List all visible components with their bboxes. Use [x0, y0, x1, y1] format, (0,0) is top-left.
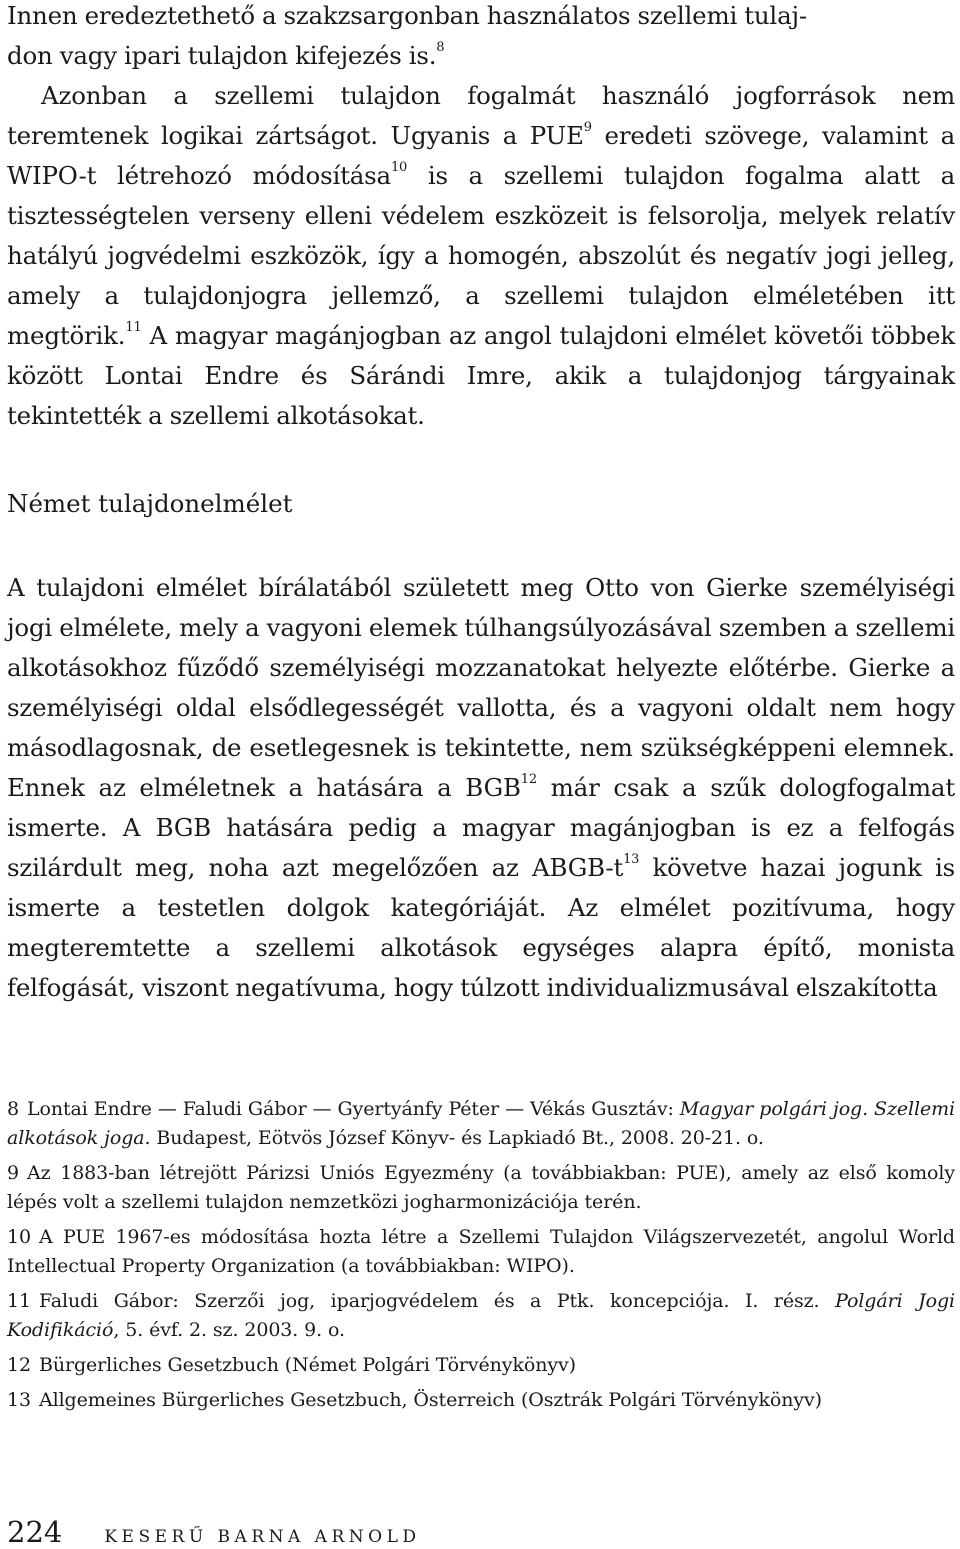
main-text: [7, 0, 955, 436]
footnote-11-title: Polgári Jogi Kodifikáció: [7, 1290, 955, 1341]
section-heading: Német tulajdonelmélet: [7, 489, 293, 518]
footnote-12-number: 12: [7, 1354, 31, 1376]
paragraph-2: [7, 76, 955, 436]
footnote-11-text-pre: Faludi Gábor: Szerzői jog, iparjogvédelem és a Ptk. koncepciója. I. rész.: [38, 1290, 836, 1312]
footnote-8-number: 8: [7, 1098, 19, 1120]
footnotes: [7, 1095, 955, 1415]
paragraph-1-line-2: don vagy ipari tulajdon kifejezés is.: [7, 41, 437, 70]
paragraph-2-part-2: eredeti szövege, valamint a WIPO-t létrehozó módosítása: [7, 121, 955, 190]
paragraph-3-part-2: már csak a szűk dologfogalmat ismerte. A BGB hatására pedig a magyar magánjogban is ez a felfogás szilárdult meg, noha azt megelőzően az ABGB-t: [7, 773, 955, 882]
footnote-ref-13[interactable]: 13: [623, 851, 640, 867]
footnote-9-text: Az 1883-ban létrejött Párizsi Uniós Egyezmény (a továbbiakban: PUE), amely az első komoly lépés volt a szellemi tulajdon nemzetközi jogharmonizációja terén.: [7, 1162, 955, 1213]
footnote-13-text: Allgemeines Bürgerliches Gesetzbuch, Österreich (Osztrák Polgári Törvénykönyv): [38, 1389, 822, 1411]
footnote-12-text: Bürgerliches Gesetzbuch (Német Polgári Törvénykönyv): [38, 1354, 576, 1376]
paragraph-1-line-1: Innen eredeztethető a szakzsargonban használatos szellemi tulaj-: [7, 1, 807, 30]
footnote-10: [7, 1223, 955, 1281]
footnote-12: [7, 1351, 955, 1380]
running-author: KESERŰ BARNA ARNOLD: [104, 1527, 421, 1547]
footnote-10-text: A PUE 1967-es módosítása hozta létre a Szellemi Tulajdon Világszervezetét, angolul World Intellectual Property Organization (a továbbiakban: WIPO).: [7, 1226, 955, 1277]
paragraph-1: [7, 0, 955, 76]
footnote-11-text-post: , 5. évf. 2. sz. 2003. 9. o.: [113, 1319, 345, 1341]
page-footer: [7, 1515, 421, 1549]
footnote-11: [7, 1287, 955, 1345]
footnote-9: [7, 1159, 955, 1217]
footnote-13-number: 13: [7, 1389, 31, 1411]
paragraph-3-part-3: követve hazai jogunk is ismerte a testetlen dolgok kategóriáját. Az elmélet pozitívuma, hogy megteremtette a szellemi alkotások egységes alapra építő, monista felfogását, viszont negatívuma, hogy túlzott individualizmusával elszakította: [7, 853, 955, 1002]
footnote-ref-12[interactable]: 12: [520, 771, 537, 787]
footnote-8-title: Magyar polgári jog. Szellemi alkotások joga: [7, 1098, 955, 1149]
paragraph-2-part-1: Azonban a szellemi tulajdon fogalmát használó jogforrások nem teremtenek logikai zártságot. Ugyanis a PUE: [7, 81, 955, 150]
footnote-ref-8[interactable]: 8: [436, 39, 445, 55]
paragraph-3-part-1: A tulajdoni elmélet bírálatából született meg Otto von Gierke személyiségi jogi elmélete, mely a vagyoni elemek túlhangsúlyozásával szemben a szellemi alkotásokhoz fűződő személyiségi mozzanatokat helyezte előtérbe. Gierke a személyiségi oldal elsődlegességét vallotta, és a vagyoni oldalt nem hogy másodlagosnak, de esetlegesnek is tekintette, nem szükségképpeni elemnek. Ennek az elméletnek a hatására a BGB: [7, 573, 955, 802]
footnote-ref-11[interactable]: 11: [125, 319, 142, 335]
footnote-8-text-pre: Lontai Endre — Faludi Gábor — Gyertyánfy Péter — Vékás Gusztáv:: [27, 1098, 680, 1120]
footnote-8: [7, 1095, 955, 1153]
paragraph-2-part-4: A magyar magánjogban az angol tulajdoni elmélet követői többek között Lontai Endre és Sárándi Imre, akik a tulajdonjog tárgyainak tekintették a szellemi alkotásokat.: [7, 321, 955, 430]
paragraph-2-part-3: is a szellemi tulajdon fogalma alatt a tisztességtelen verseny elleni védelem eszközeit is felsorolja, melyek relatív hatályú jogvédelmi eszközök, így a homogén, abszolút és negatív jogi jelleg, amely a tulajdonjogra jellemző, a szellemi tulajdon elméletében itt megtörik.: [7, 161, 955, 350]
footnote-9-number: 9: [7, 1162, 19, 1184]
paragraph-3: [7, 568, 955, 1008]
footnote-13: [7, 1386, 955, 1415]
footnote-ref-9[interactable]: 9: [583, 119, 592, 135]
page-number: 224: [7, 1515, 63, 1549]
footnote-ref-10[interactable]: 10: [390, 159, 408, 175]
footnote-8-text-post: . Budapest, Eötvös József Könyv- és Lapkiadó Bt., 2008. 20-21. o.: [144, 1127, 764, 1149]
footnote-11-number: 11: [7, 1290, 31, 1312]
footnote-10-number: 10: [7, 1226, 31, 1248]
paragraph-3-block: [7, 568, 955, 1008]
